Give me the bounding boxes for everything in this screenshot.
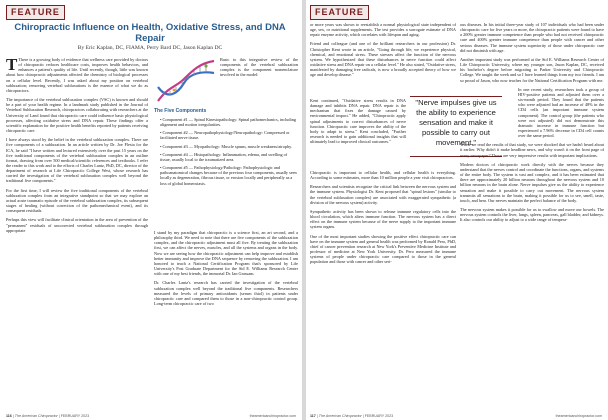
right-column-1-wrap [310, 98, 406, 168]
issue-date: FEBRUARY 2023 [364, 414, 394, 418]
list-item: • Component #3 — Myopathology: Muscle spasm, muscle weakness/atrophy. [160, 143, 293, 149]
paragraph-text: There is a growing body of evidence that wellness care provided by doctors of chiropractic reduces healthcare costs, improves health behaviors, and enhances a patient's quality of life. Until recently, though, little was known about how chiropractic adjustments affected the chemistry of biological processes on a cellular level. Recently, I was asked about my position on vertebral subluxation; removing vertebral subluxations is the essence of what we do as chiropractors. [6, 57, 148, 93]
list-item: • Component #2 — Neuropathophysiology/Neuropathology: Compressed or facilitated nerve tissue. [160, 130, 290, 141]
right-column-1-bottom [310, 170, 456, 408]
footer-left: 116 | The American Chiropractor | FEBRUARY 2023 [6, 414, 90, 418]
paragraph: For the first time, I will review the five traditional components of the vertebral subluxation complex from an integrative standpoint so that we may explore an actual acute traumatic episode of the vertebral subluxation complex, its subsequent stages of healing (without correction of the pathomechanical event), and its consequent residuals. [6, 187, 148, 214]
paragraph: Chiropractic is important to cellular health, and cellular health is everything. According to some estimates, more than 10 million people a year visit chiropractors. [310, 170, 456, 181]
paragraph: The importance of the vertebral subluxation complex (VSC) is known and should be a part of your health regime. In a landmark study published in the Journal of Vertebral Subluxation Research, chiropractors collaborating with researchers at the University of Land found that chiropractic care could influence basic physiological processes, affecting oxidative stress and DNA repair. These findings offer a scientific explanation for the positive health benefits reported by patients receiving chiropractic care. [6, 97, 148, 134]
five-components-list [154, 117, 298, 189]
paragraph: In one recent study, researchers took a group of HIV-positive patients and adjusted them over a six-month period. They found that the patients who were adjusted had an increase of 48% in the CD4 cells (an important immune system component). The control group (the patients who were not adjusted) did not demonstrate this dramatic increase in immune function but experienced a 7.96% decrease in CD4 cell counts over the same period. [518, 86, 604, 139]
paragraph: Kent continued, "Oxidative stress results in DNA damage and inhibits DNA repair. DNA repair is the mechanism that fixes the damage caused by environmental impact." He added, "Chiropractic apply spinal adjustments to correct disturbances of nerve function. Chiropractic care improves the ability of the body to adapt to stress." Kent concluded, "Further research is needed to gain additional insights that will ultimately lead to improved clinical outcomes." [310, 98, 406, 145]
paragraph: The nervous system makes it possible for us to swallow and move our bowels. The nervous system controls the liver, lungs, spleen, pancreas, gall bladder, and kidneys. It also controls our ability to adjust to a wide range of tempera- [460, 207, 604, 223]
paragraph: Modern doctors of chiropractic work directly with the nerves because they understand that the nerves control and coordinate the functions, organs, and systems of the entire body. The system is vast and complex, and it has been estimated that there are approximately 20 billion neurons throughout the nervous system and 10 billion neurons in the brain alone. Nerve impulses give us the ability to experience sensation and make it possible to carry out movement. The nervous system transmits all sensations to the brain, making it possible for us to see, smell, taste, touch, and hear. Our nerves maintain the perfect balance of the body. [460, 161, 604, 203]
left-page [0, 0, 302, 420]
paragraph: Friend and colleague (and one of the brilliant researchers in our profession) Dr. Christopher Kent wrote in an article, "Going through life, we experience physical, chemical, and emotional stress. These stresses affect the function of the nervous system. We hypothesized that these disturbances in nerve function could affect oxidative stress and DNA repair on a cellular level." He also stated, "Oxidative stress, manifested by damaging free radicals, is now a broadly accepted theory of how we age and develop disease." [310, 41, 456, 78]
footer-url[interactable]: theamericanchiropractor.com [555, 414, 602, 418]
paragraph: ous diseases. In his initial three-year study of 107 individuals who had been under chiropractic care for five years or more, the chiropractic patients were found to have a 200% greater immune competence than people who had not received chiropractic care and 400% greater immune competence than people with cancer and other serious diseases. The immune system superiority of those under chiropractic care did not diminish with age. [460, 22, 604, 53]
list-item: • Component #4 — Histopathology: Inflammation, edema, and swelling of tissue, usually local to the traumatized area. [160, 151, 288, 162]
page-number: 116 [6, 414, 12, 418]
paragraph: Perhaps this view will facilitate clinical orientation in the area of prevention of the "permanent" residuals of uncorrected vertebral subluxation complex through appropriate [6, 217, 148, 233]
list-item: • Component #5 — Pathophysiology/Pathology: Pathophysiologic and pathoanatomical changes because of the previous four components, usually seen locally as degeneration, fibrous tissue, or erosion locally and peripherally as a loss of global homeostasis. [160, 165, 297, 186]
left-column-1 [6, 57, 148, 407]
footer-left: 117 | The American Chiropractor | FEBRUARY 2023 [310, 414, 394, 418]
intro-text: Basic to this integrative review of the components of the vertebral subluxation complex is the component nomenclature involved in the model: [220, 57, 298, 78]
paragraph: Another important study was performed at the Sid E. Williams Research Center of Life Chiropractic University, where my younger son, Jason Kaplan, DC, received his bachelor's degree before migrating to Parker University and Chiropractic College. We taught the week and so I have learned things from my two friends. I am so proud of Jason, who now teaches for the National Certification Program with me. [460, 56, 604, 83]
paragraph [6, 57, 148, 93]
page-number: 117 [310, 414, 316, 418]
paragraph: Dr. Charles Lantz's research has carried the investigation of the vertebral subluxation complex well beyond the traditional five components. Researchers measured the levels of primary antioxidants (serum thiol) in patients under chiropractic care and compared them to those in a non-chiropractic control group. Long-term chiropractic care of two [154, 280, 298, 307]
list-item: • Component #1 — Spinal Kinesiopathology: Spinal pathomechanics, including alignment and motion irregularities. [160, 117, 296, 128]
article-title: Chiropractic Influence on Health, Oxidative Stress, and DNA Repair [14, 22, 286, 44]
pull-quote: "Nerve impulses give us the ability to experience sensation and make it possible to carry out movement." [415, 98, 497, 147]
feature-label: FEATURE [310, 5, 369, 20]
magazine-name: The American Chiropractor [318, 414, 362, 418]
issue-date: FEBRUARY 2023 [60, 414, 90, 418]
right-column-1-top [310, 22, 456, 96]
magazine-name: The American Chiropractor [14, 414, 58, 418]
paragraph: or more years was shown to reestablish a normal physiological state independent of age, sex, or nutritional supplements. The test provides a surrogate estimate of DNA repair enzyme activity, which correlates with lifespan and aging. [310, 22, 456, 38]
paragraph: Researchers and scientists recognize the critical link between the nervous system and the immune system. Physiologist Dr. Kent proposed that "spinal lesions" (similar to the vertebral subluxation complex) are associated with exaggerated sympathetic (a division of the nervous system) activity. [310, 184, 456, 205]
left-column-2 [154, 230, 298, 408]
paragraph: When we read the results of that study, we were shocked that we hadn't heard about it earlier. Why didn't it make headline news, and why wasn't it on the front page of every newspaper? Those are very impressive results with important implications. [460, 142, 604, 158]
paragraph: I stand by my paradigm that chiropractic is a science first, an art second, and a philosophy third. We need to note that there are five components of the subluxation complex, and the chiropractic adjustment must all five. By treating the subluxation first, we can affect the nerves, muscles, and all the systems and organs in the body. Now we are seeing how the chiropractic adjustment can help improve and establish better immunity and improve the DNA sequence by removing the subluxation. I am honored to teach a National Certification Program that's sponsored by Life University's Post Graduate Department for the Sid E. Williams Research Center with one of my best friends, the immortal Dr. Ian Grassam. [154, 230, 298, 277]
paragraph: I have always stood by the belief in the vertebral subluxation complex. There are five components of a subluxation. In an article written by Dr. Joe Flesia for the ICA, he said "I have written and lectured extensively over the past 15 years on the five traditional components of the vertebral subluxation complex in an outline format, drawing from over 500 medical/scientific references and textbooks. I refer the reader to this work and to the efforts of Charles Lantz, PhD, DC, director of the department of research at Life Chiropractic College West, whose research has carried the investigation of the vertebral subluxation complex well beyond the traditional five components." [6, 137, 148, 184]
dna-helix-icon [154, 57, 218, 107]
dna-helix-illustration [154, 57, 218, 107]
right-page [306, 0, 608, 420]
feature-label: FEATURE [6, 5, 65, 20]
section-subhead: The Five Components [154, 108, 207, 114]
paragraph: Sympathetic activity has been shown to release immune regulatory cells into the blood circulation, which alters immune function. The nervous system has a direct effect on the immune system because of the nerve supply to the important immune system organs. [310, 208, 456, 230]
byline: By Eric Kaplan, DC, FIAMA, Perry Bard DC, Jason Kaplan DC [77, 45, 223, 51]
footer-url[interactable]: theamericanchiropractor.com [249, 414, 296, 418]
paragraph: One of the most important studies showing the positive effect chiropractic care can have on the immune system and general health was performed by Ronald Pero, PhD, chief of cancer prevention research at New York's Preventive Medicine Institute and professor of medicine at New York University. Dr. Pero measured the immune systems of people under chiropractic care compared to those in the general population and those with cancer and other seri- [310, 233, 456, 265]
drop-cap: T [6, 57, 18, 74]
right-column-2 [460, 22, 604, 408]
